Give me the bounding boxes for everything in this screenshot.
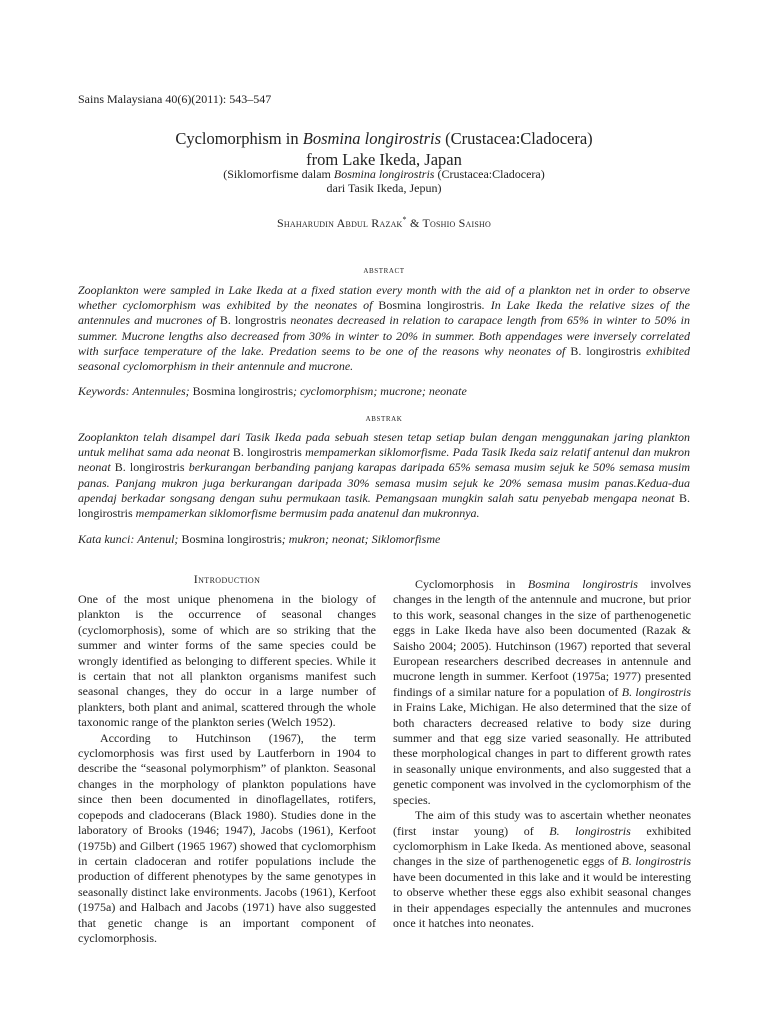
intro-paragraph-1: One of the most unique phenomena in the biology of plankton is the occurrence of seasonal changes (cyclomorphosis), some of which are so striking that the summer and winter forms of the same species could be wrongly identified as belonging to different species. While it is certain that not all plankton organisms manifest such seasonal changes, they do occur in a large number of plankters, both plant and animal, scattered through the whole taxonomic range of the plankton series (Welch 1952).	[78, 592, 376, 730]
abstract-keywords	[78, 384, 690, 399]
title-line1-post: (Crustacea:Cladocera)	[441, 129, 593, 148]
kata-kunci-pre: Kata kunci: Antenul;	[78, 532, 182, 546]
title-line1-pre: Cyclomorphism in	[175, 129, 303, 148]
subtitle-species: Bosmina longirostris	[333, 167, 435, 181]
abstrak-heading: abstrak	[365, 413, 403, 424]
intro-paragraph-4	[393, 808, 691, 931]
p4-text-1: The aim of this study was to ascertain whether neonates (first instar young) of	[393, 808, 691, 838]
abstract-species-3: B. longirostris	[570, 343, 642, 358]
author-list	[0, 215, 768, 231]
title-line2: from Lake Ikeda, Japan	[306, 150, 462, 169]
title-species: Bosmina longirostris	[302, 129, 442, 148]
p3-species-2: B. longirostris	[621, 684, 691, 699]
abstract-text-3: neonates decreased in relation to carapace length from 65% in winter to 50% in summer. Mucrone lengths also decreased from 30% in winter to 20% in summer. Both appendages were inversely correlated with surface temperature of the lake. Predation seems to be one of the reasons why neonates of	[78, 313, 690, 358]
abstract-body	[78, 283, 690, 374]
column-right	[393, 577, 691, 931]
p4-text-3: have been documented in this lake and it would be interesting to observe whether these eggs also exhibit seasonal changes in their appendages especially the antennules and mucrones once it hatches into neonates.	[393, 869, 691, 930]
abstrak-text-1: Zooplankton telah disampel dari Tasik Ikeda pada sebuah stesen tetap setiap bulan dengan menggunakan jaring plankton untuk melihat sama ada neonat	[78, 430, 690, 460]
journal-reference: Sains Malaysiana 40(6)(2011): 543–547	[78, 92, 272, 106]
abstrak-text-3: berkurangan berbanding panjang karapas daripada 65% semasa musim sejuk ke 50% semasa musim panas. Panjang mukron juga berkurangan daripada 30% semasa musim sejuk ke 20% semasa musim panas.Kedua-dua apendaj berkadar songsang dengan suhu permukaan tasik. Pemangsaan mungkin salah satu penyebab mengapa neonat	[78, 460, 691, 505]
abstrak-keywords	[78, 532, 690, 547]
author-1: Shaharudin Abdul Razak	[277, 216, 403, 230]
abstract-species-2: B. longrostris	[219, 313, 287, 328]
subtitle-line1-post: (Crustacea:Cladocera)	[434, 167, 545, 181]
corresponding-mark: *	[402, 215, 407, 224]
intro-paragraph-3	[393, 577, 691, 808]
keywords-pre: Keywords: Antennules;	[78, 384, 193, 398]
author-separator: &	[406, 216, 423, 230]
subtitle-line2: dari Tasik Ikeda, Jepun)	[326, 181, 442, 195]
p4-text-2: exhibited cyclomorphism in Lake Ikeda. As mentioned above, seasonal changes in the size of parthenogenetic eggs of	[393, 823, 691, 869]
abstrak-species-3: B. longirostris	[78, 490, 690, 521]
abstrak-body	[78, 430, 690, 521]
introduction-heading: Introduction	[193, 572, 261, 586]
subtitle-line1-pre: (Siklomorfisme dalam	[223, 167, 334, 181]
intro-paragraph-2: According to Hutchinson (1967), the term cyclomorphosis was first used by Lautferborn in 1904 to describe the “seasonal polymorphism” of plankton. Seasonal changes in the morphology of plankton populations have since then been documented in dinoflagellates, rotifers, copepods and cladocerans (Black 1980). Studies done in the laboratory of Brooks (1946; 1947), Jacobs (1961), Kerfoot (1975b) and Gilbert (1965 1967) showed that cyclomorphism in certain cladoceran and rotifer populations include the production of different phenotypes by the same genotypes in seasonally distinct lake environments. Jacobs (1961), Kerfoot (1975a) and Halbach and Jacobs (1971) have also suggested that genetic change is an important component of cyclomorphosis.	[78, 730, 376, 945]
abstrak-text-4: mempamerkan siklomorfisme bermusim pada anatenul dan mukronnya.	[132, 506, 480, 521]
kata-kunci-species: Bosmina longirostris	[181, 532, 282, 546]
abstract-heading: abstract	[363, 265, 405, 276]
p3-text-2: involves changes in the length of the antennule and mucrone, but prior to this work, seasonal changes in the size of parthenogenetic eggs in Lake Ikeda have also been documented (Razak & Saisho 2004; 2005). Hutchinson (1967) reported that several European researchers described decreases in antennule and mucrone length in summer. Kerfoot (1975a; 1977) presented findings of a similar nature for a population of	[393, 577, 691, 699]
keywords-post: ; cyclomorphism; mucrone; neonate	[293, 384, 467, 398]
kata-kunci-post: ; mukron; neonat; Siklomorfisme	[281, 532, 441, 546]
paper-subtitle	[0, 167, 768, 195]
p3-text-1: Cyclomorphosis in	[415, 577, 528, 591]
column-left	[78, 592, 376, 946]
abstrak-species-2: B. longirostris	[114, 460, 185, 475]
abstrak-species-1: B. longirostris	[232, 445, 302, 460]
p3-text-3: in Frains Lake, Michigan. He also determined that the size of both characters decreased relative to body size during summer and that egg size varied seasonally. He attributed these morphological changes in part to different growth rates in seasonally unique environments, and also suggested that a genetic component was involved in the cyclomorphism of the species.	[393, 700, 691, 807]
abstract-text-4: exhibited seasonal cyclomorphism in their antennule and mucrone.	[78, 343, 691, 374]
p4-species-2: B. longirostris	[621, 854, 691, 869]
abstrak-text-2: mempamerkan siklomorfisme. Pada Tasik Ikeda saiz relatif antenul dan mukron neonat	[78, 445, 691, 475]
abstract-species-1: Bosmina longirostris	[378, 298, 482, 313]
author-2: Toshio Saisho	[422, 216, 491, 230]
abstract-text-2: . In Lake Ikeda the relative sizes of the antennules and mucrones of	[78, 298, 691, 328]
paper-title	[0, 128, 768, 170]
p4-species-1: B. longirostris	[549, 823, 631, 838]
p3-species-1: Bosmina longirostris	[527, 577, 638, 591]
keywords-species: Bosmina longirostris	[192, 384, 293, 398]
abstract-text-1: Zooplankton were sampled in Lake Ikeda at a fixed station every month with the aid of a plankton net in order to observe whether cyclomorphism was exhibited by the neonates of	[78, 283, 690, 313]
